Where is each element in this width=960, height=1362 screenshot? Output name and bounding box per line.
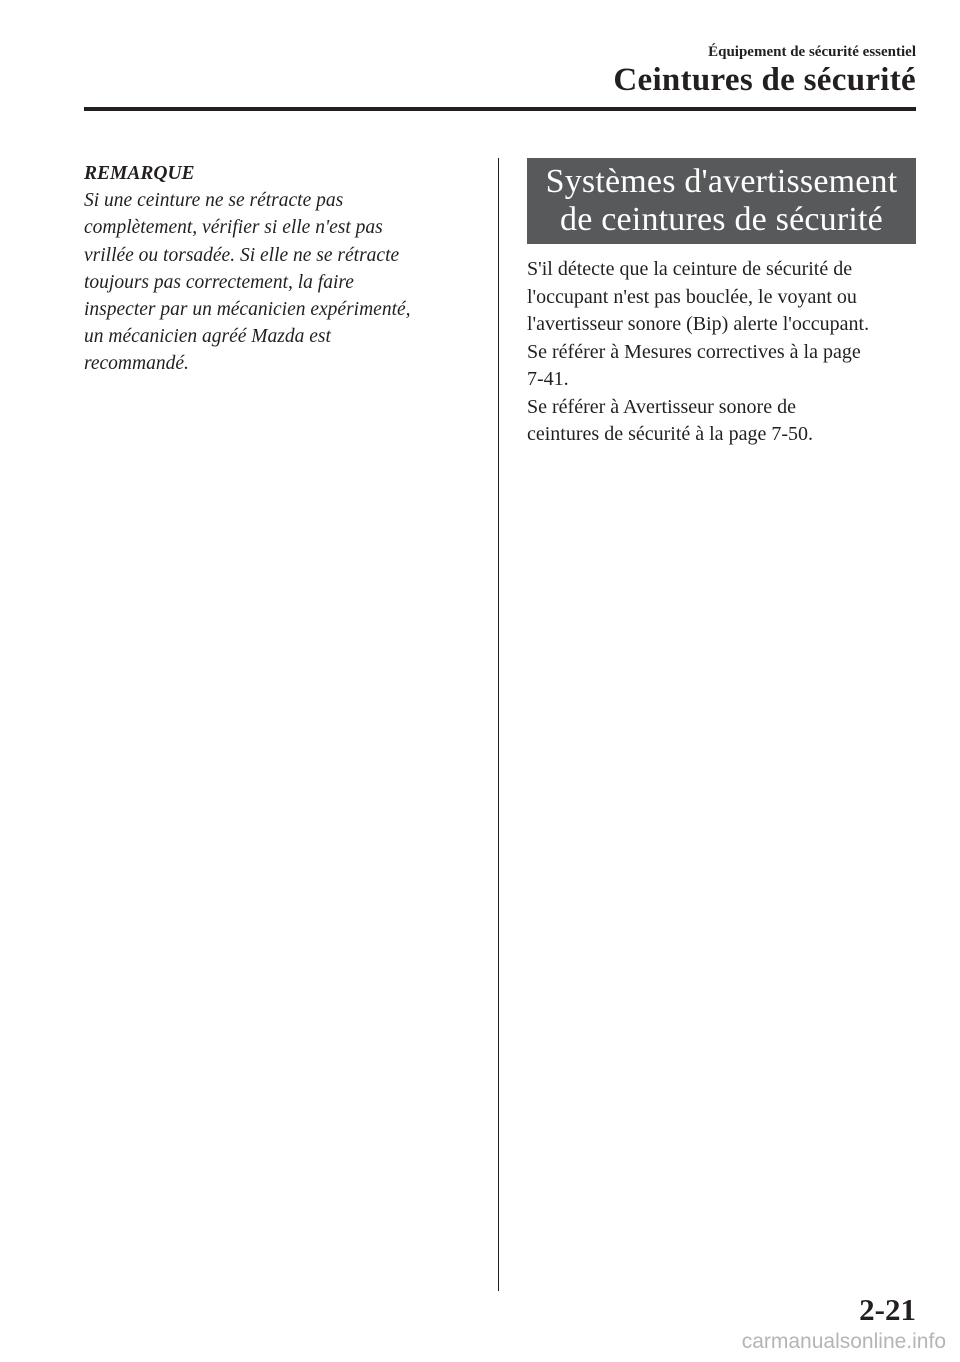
body-line: Se référer à Mesures correctives à la page [527,340,861,363]
note-line: complètement, vérifier si elle n'est pas [84,217,383,239]
note-line: vrillée ou torsadée. Si elle ne se rétracte [84,244,400,266]
section-heading [527,158,916,244]
body-line: l'occupant n'est pas bouclée, le voyant ou [527,285,857,308]
body-line: l'avertisseur sonore (Bip) alerte l'occupant. [527,313,870,335]
watermark: carmanualsonline.info [741,1330,946,1353]
note-line: recommandé. [84,353,189,375]
note-line: Si une ceinture ne se rétracte pas [84,190,344,212]
column-divider [498,158,499,1291]
section-heading-line: Systèmes d'avertissement [545,163,898,200]
body-line: ceintures de sécurité à la page 7-50. [527,423,813,445]
header-subtitle: Équipement de sécurité essentiel [708,44,916,60]
body-line: Se référer à Avertisseur sonore de [527,395,796,418]
section-body [527,256,922,449]
note-line: un mécanicien agréé Mazda est [84,326,331,348]
section-heading-line: de ceintures de sécurité [560,201,883,238]
body-line: S'il détecte que la ceinture de sécurité de [527,258,853,280]
body-line: 7-41. [527,368,569,390]
page-title: Ceintures de sécurité [613,62,916,98]
note-line: toujours pas correctement, la faire [84,271,354,293]
header-rule [84,107,916,111]
note-block [84,160,484,378]
note-heading: REMARQUE [84,163,195,184]
page-number: 2-21 [859,1292,916,1327]
note-line: inspecter par un mécanicien expérimenté, [84,299,411,321]
